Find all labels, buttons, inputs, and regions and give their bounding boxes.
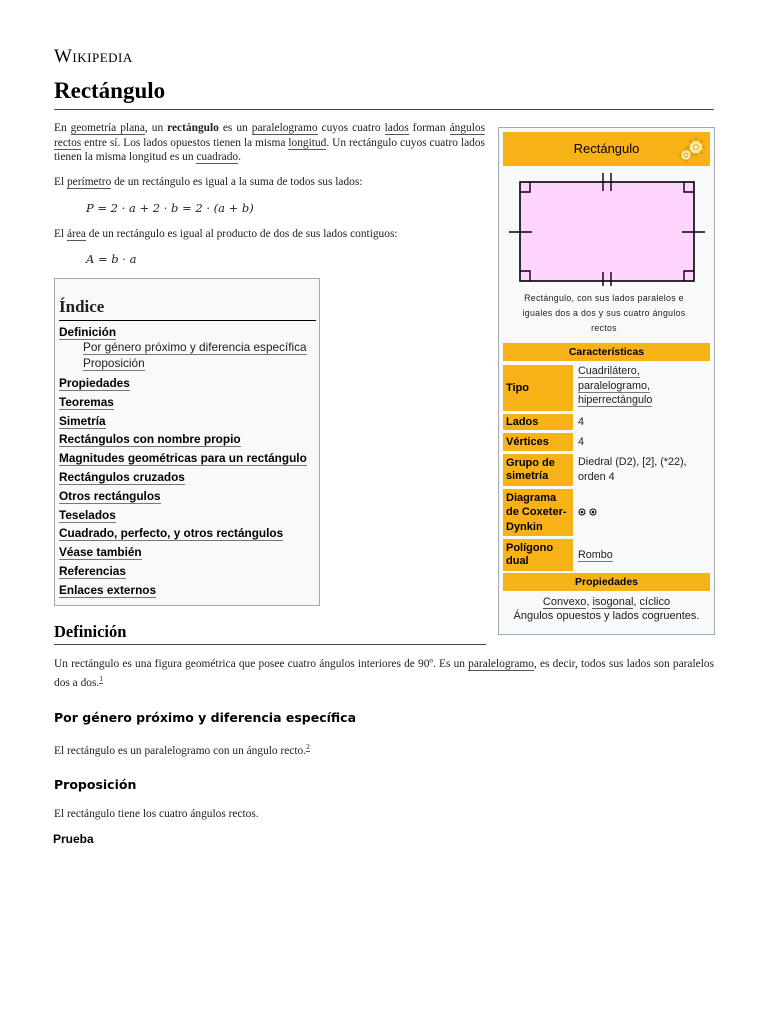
term-rectangulo: rectángulo bbox=[167, 122, 219, 134]
intro-paragraph-1: En geometría plana, un rectángulo es un paralelogramo cuyos cuatro lados forman ángulos rectos entre sí. Los lados opuestos tienen la misma longitud. Un rectángulo cuyos cuatro lados tienen la misma longitud es un cuadrado. bbox=[54, 122, 485, 164]
genero-proximo-paragraph: El rectángulo es un paralelogramo con un ángulo recto.$^2$ bbox=[54, 742, 310, 757]
toc-item-genero-proximo[interactable]: Por género próximo y diferencia específica bbox=[83, 340, 307, 354]
infobox-header bbox=[503, 132, 710, 166]
formula-area: A = b · a bbox=[86, 252, 137, 266]
toc-item-cruzados[interactable]: Rectángulos cruzados bbox=[59, 470, 185, 484]
row-value-grupo-simetria: Diedral (D2), [2], (*22), orden 4 bbox=[578, 456, 687, 483]
row-label-vertices: Vértices bbox=[503, 433, 573, 451]
toc-item-vease-tambien[interactable]: Véase también bbox=[59, 545, 142, 559]
link-paralelogramo-def[interactable]: paralelogramo bbox=[468, 658, 534, 670]
link-convexo[interactable]: Convexo bbox=[542, 596, 587, 608]
row-label-tipo: Tipo bbox=[503, 365, 573, 411]
link-ciclico[interactable]: cíclico bbox=[639, 596, 671, 608]
link-perimetro[interactable]: perímetro bbox=[66, 176, 112, 188]
link-isogonal[interactable]: isogonal bbox=[592, 596, 634, 608]
heading-prueba: Prueba bbox=[53, 832, 94, 846]
heading-proposicion: Proposición bbox=[54, 777, 137, 792]
intro-paragraph-3: El área de un rectángulo es igual al producto de dos de sus lados contiguos: bbox=[54, 228, 398, 240]
toc-item-definicion[interactable]: Definición bbox=[59, 325, 117, 339]
link-cuadrilatero[interactable]: Cuadrilátero, bbox=[578, 365, 640, 377]
link-cuadrado[interactable]: cuadrado bbox=[196, 151, 239, 164]
row-label-poligono-dual: Polígono dual bbox=[503, 539, 573, 571]
link-geometria-plana[interactable]: geometría plana bbox=[70, 122, 145, 134]
toc-item-simetria[interactable]: Simetría bbox=[59, 414, 106, 428]
diagram-caption: Rectángulo, con sus lados paralelos e iguales dos a dos y sus cuatro ángulos rectos bbox=[522, 293, 686, 333]
link-lados[interactable]: lados bbox=[384, 122, 409, 134]
gears-icon bbox=[677, 136, 707, 164]
wikipedia-wordmark[interactable]: Wikipedia bbox=[54, 46, 133, 67]
row-label-coxeter: Diagrama de Coxeter-Dynkin bbox=[503, 489, 573, 536]
page-title: Rectángulo bbox=[54, 78, 166, 103]
section-propiedades: Propiedades bbox=[503, 573, 710, 591]
intro-paragraph-2: El perímetro de un rectángulo es igual a la suma de todos sus lados: bbox=[54, 176, 363, 188]
toc-item-otros[interactable]: Otros rectángulos bbox=[59, 489, 161, 503]
link-rombo[interactable]: Rombo bbox=[578, 549, 613, 561]
toc-item-teselados[interactable]: Teselados bbox=[59, 508, 116, 522]
toc-item-referencias[interactable]: Referencias bbox=[59, 564, 126, 578]
row-label-lados: Lados bbox=[503, 414, 573, 430]
infobox-title: Rectángulo bbox=[573, 141, 640, 156]
section-caracteristicas: Características bbox=[503, 343, 710, 361]
toc-divider bbox=[59, 320, 316, 321]
row-value-vertices: 4 bbox=[578, 436, 585, 448]
rectangle-diagram[interactable] bbox=[505, 170, 709, 286]
toc-title: Índice bbox=[59, 297, 105, 316]
reference-1[interactable]: 1 bbox=[99, 673, 103, 683]
properties-text: Ángulos opuestos y lados cogruentes. bbox=[513, 610, 700, 622]
toc-item-proposicion[interactable]: Proposición bbox=[83, 356, 145, 370]
toc-item-magnitudes[interactable]: Magnitudes geométricas para un rectángulo bbox=[59, 451, 307, 465]
link-area[interactable]: área bbox=[66, 228, 86, 240]
link-paralelogramo[interactable]: paralelogramo bbox=[251, 122, 318, 134]
row-value-tipo bbox=[578, 364, 652, 408]
coxeter-diagram-icon bbox=[578, 508, 598, 516]
toc-item-teoremas[interactable]: Teoremas bbox=[59, 395, 114, 409]
toc-item-nombre-propio[interactable]: Rectángulos con nombre propio bbox=[59, 432, 241, 446]
toc-item-enlaces-externos[interactable]: Enlaces externos bbox=[59, 583, 157, 597]
infobox bbox=[498, 127, 715, 635]
heading-genero-proximo: Por género próximo y diferencia específica bbox=[54, 710, 357, 725]
toc-item-cuadrado-perfecto[interactable]: Cuadrado, perfecto, y otros rectángulos bbox=[59, 526, 284, 540]
proposicion-paragraph: El rectángulo tiene los cuatro ángulos rectos. bbox=[54, 808, 259, 820]
reference-2[interactable]: 2 bbox=[306, 742, 310, 751]
definicion-paragraph: Un rectángulo es una figura geométrica que posee cuatro ángulos interiores de 90º. Es un paralelogramo, es decir, todos sus lados son paralelos dos a dos.$^1$ bbox=[54, 658, 714, 689]
heading-definicion: Definición bbox=[54, 622, 127, 641]
link-paralelogramo-infobox[interactable]: paralelogramo, bbox=[578, 379, 651, 392]
title-divider bbox=[54, 109, 714, 110]
table-of-contents bbox=[54, 278, 320, 606]
link-hiperrectangulo[interactable]: hiperrectángulo bbox=[578, 394, 653, 406]
link-longitud[interactable]: longitud bbox=[288, 136, 327, 149]
row-value-poligono-dual bbox=[578, 548, 613, 563]
row-label-grupo-simetria: Grupo de simetría bbox=[503, 454, 573, 486]
link-angulos-rectos[interactable]: ángulos rectos bbox=[54, 122, 485, 149]
row-value-lados: 4 bbox=[578, 416, 585, 428]
formula-perimeter: P = 2 · a + 2 · b = 2 · (a + b) bbox=[86, 201, 254, 215]
properties-links: Convexo, isogonal, cíclico bbox=[542, 596, 671, 608]
definicion-divider bbox=[54, 644, 486, 645]
toc-item-propiedades[interactable]: Propiedades bbox=[59, 376, 130, 390]
